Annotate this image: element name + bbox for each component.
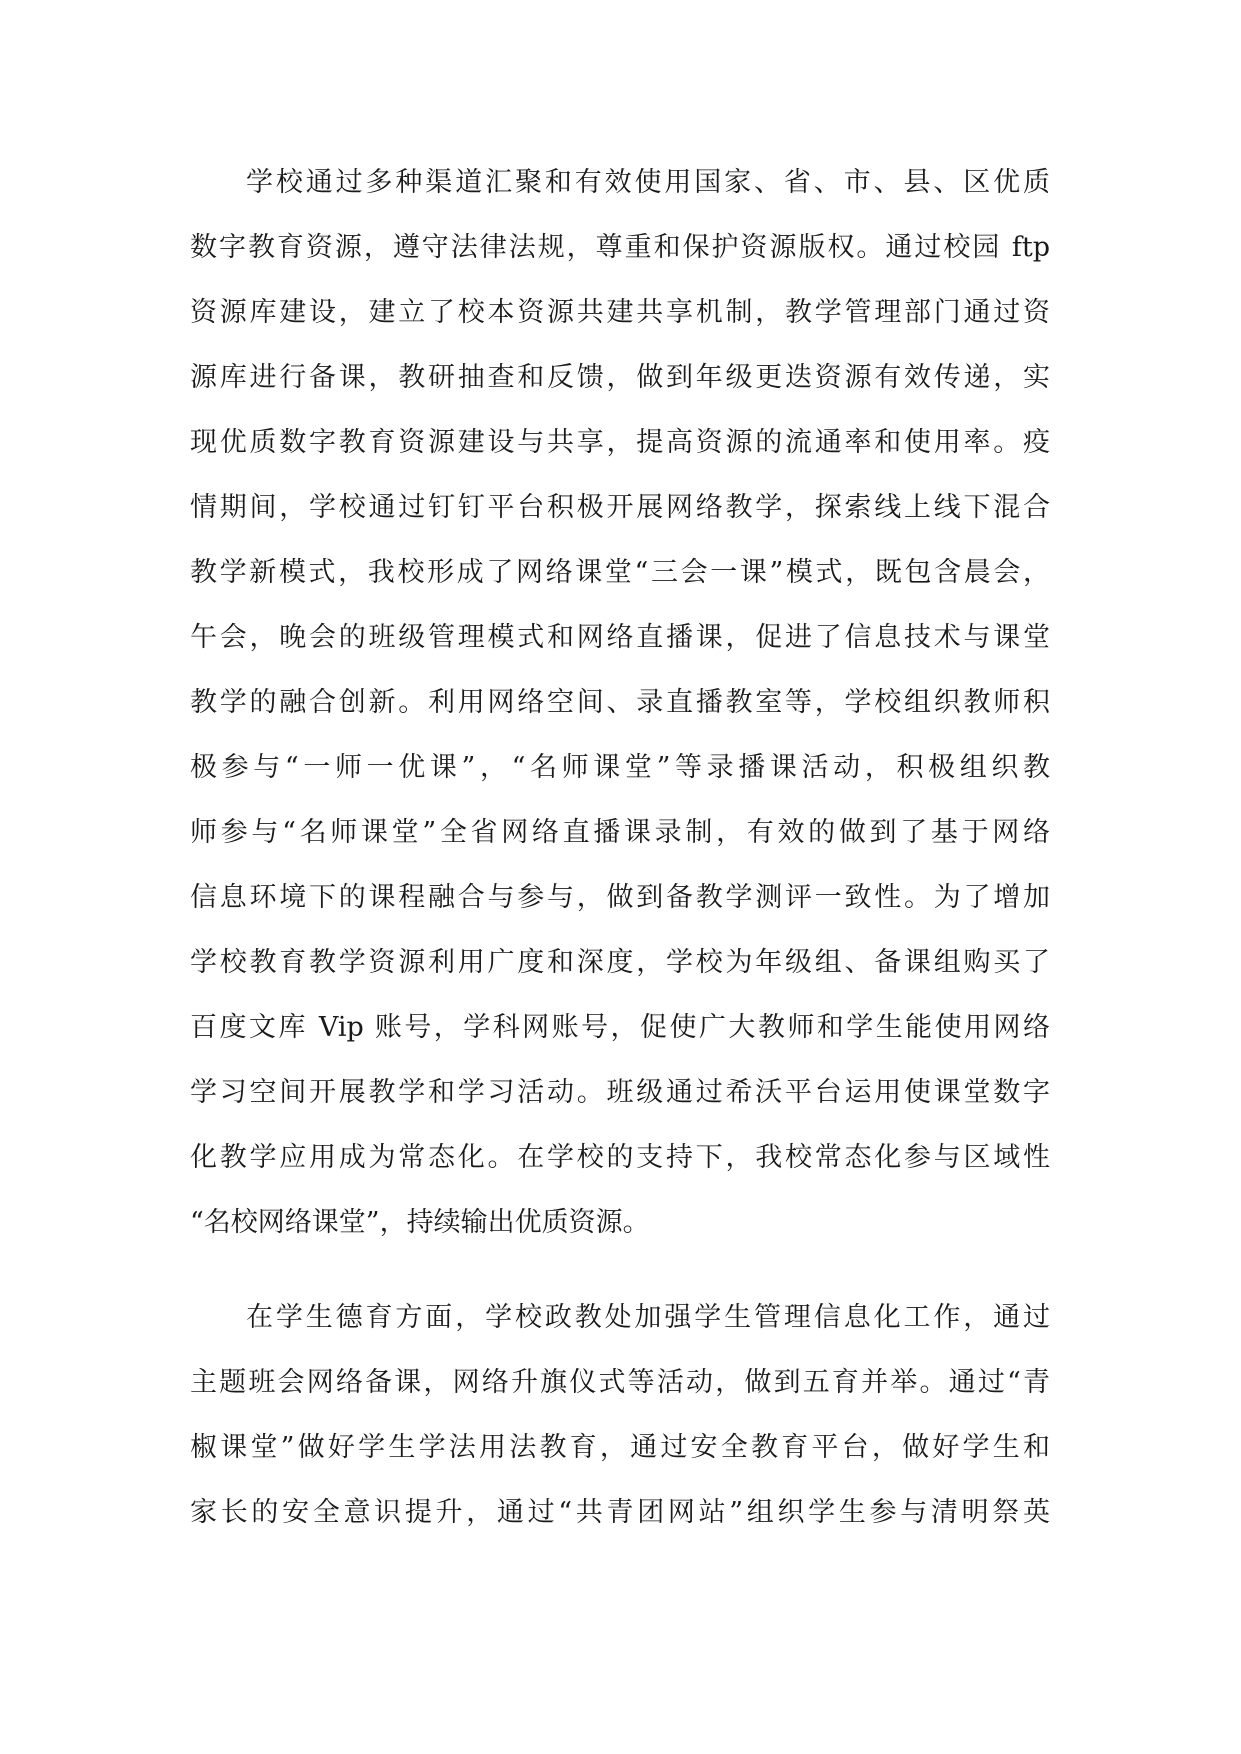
text-line: 教学的融合创新。利用网络空间、录直播教室等，学校组织教师积 xyxy=(190,687,1050,718)
text-line: 家长的安全意识提升，通过“共青团网站”组织学生参与清明祭英 xyxy=(190,1497,1050,1528)
text-line: 数字教育资源，遵守法律法规，尊重和保护资源版权。通过校园 ftp xyxy=(190,232,1050,263)
text-line: 信息环境下的课程融合与参与，做到备教学测评一致性。为了增加 xyxy=(190,882,1050,913)
text-line: 百度文库 Vip 账号，学科网账号，促使广大教师和学生能使用网络 xyxy=(190,1012,1050,1043)
text-line: 午会，晚会的班级管理模式和网络直播课，促进了信息技术与课堂 xyxy=(190,622,1050,653)
text-line: 在学生德育方面，学校政教处加强学生管理信息化工作，通过 xyxy=(246,1302,1050,1333)
text-line: 化教学应用成为常态化。在学校的支持下，我校常态化参与区域性 xyxy=(190,1142,1050,1173)
text-line: 主题班会网络备课，网络升旗仪式等活动，做到五育并举。通过“青 xyxy=(190,1367,1050,1398)
text-line: 教学新模式，我校形成了网络课堂“三会一课”模式，既包含晨会， xyxy=(190,557,1050,588)
paragraph-moral-education xyxy=(190,1285,1050,1545)
text-line: 资源库建设，建立了校本资源共建共享机制，教学管理部门通过资 xyxy=(190,297,1050,328)
text-line: 极参与“一师一优课”，“名师课堂”等录播课活动，积极组织教 xyxy=(190,752,1050,783)
text-line: 椒课堂”做好学生学法用法教育，通过安全教育平台，做好学生和 xyxy=(190,1432,1050,1463)
text-line: 源库进行备课，教研抽查和反馈，做到年级更迭资源有效传递，实 xyxy=(190,362,1050,393)
document-body xyxy=(190,150,1050,1575)
text-line: 师参与“名师课堂”全省网络直播课录制，有效的做到了基于网络 xyxy=(190,817,1050,848)
text-line: 情期间，学校通过钉钉平台积极开展网络教学，探索线上线下混合 xyxy=(190,492,1050,523)
text-line: 学校通过多种渠道汇聚和有效使用国家、省、市、县、区优质 xyxy=(246,167,1050,198)
text-line: 学校教育教学资源利用广度和深度，学校为年级组、备课组购买了 xyxy=(190,947,1050,978)
text-line: 学习空间开展教学和学习活动。班级通过希沃平台运用使课堂数字 xyxy=(190,1077,1050,1108)
text-line: “名校网络课堂”，持续输出优质资源。 xyxy=(190,1207,650,1238)
text-line: 现优质数字教育资源建设与共享，提高资源的流通率和使用率。疫 xyxy=(190,427,1050,458)
paragraph-resources xyxy=(190,150,1050,1255)
